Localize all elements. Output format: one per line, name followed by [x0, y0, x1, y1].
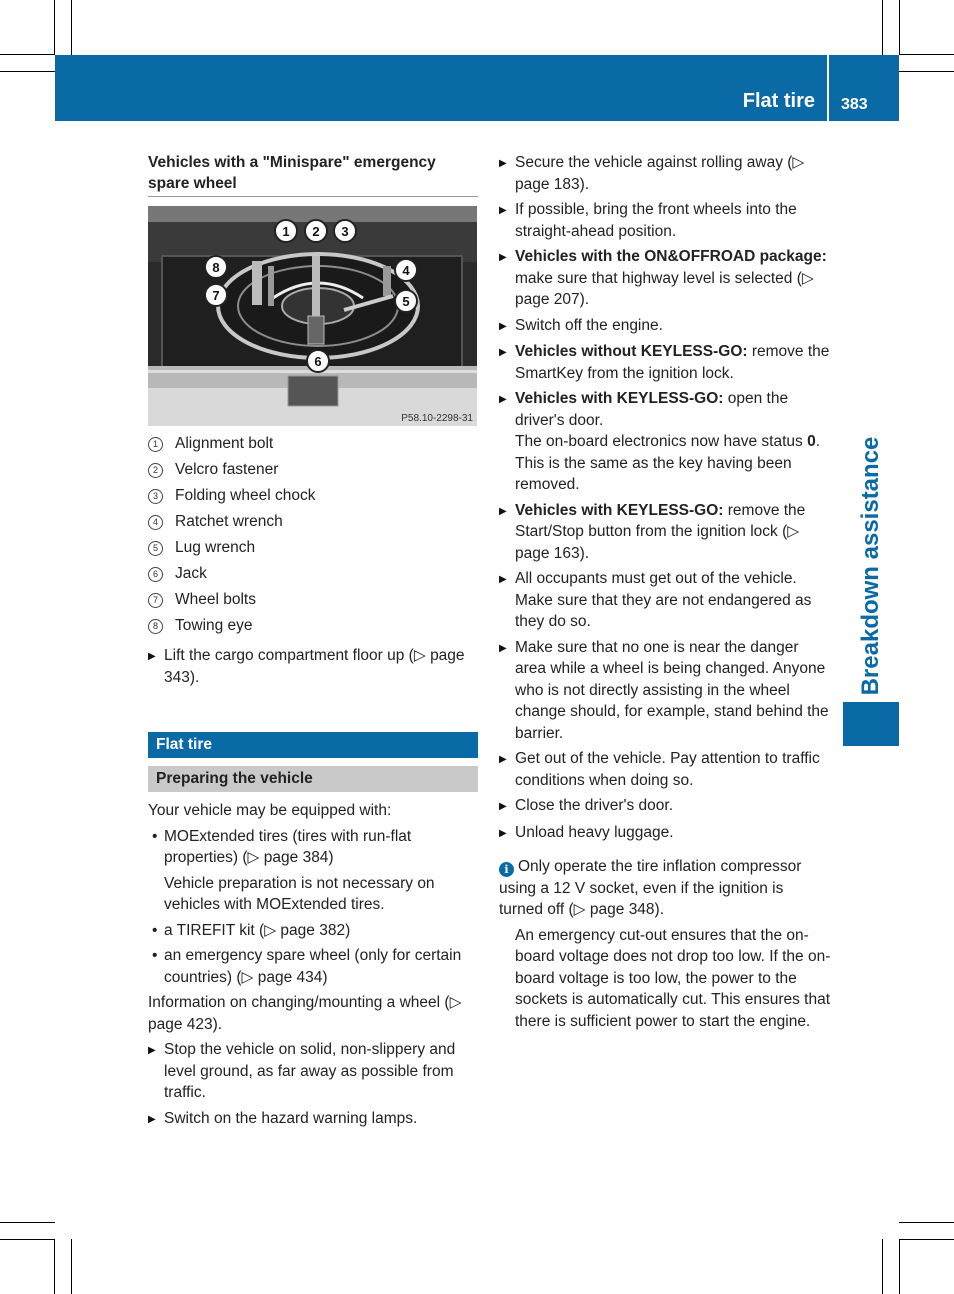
- step-condition: Vehicles without KEYLESS-GO:: [515, 343, 748, 360]
- legend-item: [148, 587, 478, 613]
- legend-item: [148, 509, 478, 535]
- step-text: Secure the vehicle against rolling away (▷ page 183).: [515, 154, 805, 193]
- legend-item: [148, 613, 478, 639]
- instruction-step: [148, 1039, 478, 1104]
- header-bar: [55, 55, 899, 121]
- step-condition: Vehicles with KEYLESS-GO:: [515, 501, 724, 519]
- figure-code: P58.10-2298-31: [401, 413, 473, 424]
- instruction-step: [148, 1108, 478, 1131]
- crop-mark: [899, 1239, 900, 1294]
- callout-8: 8: [212, 260, 220, 275]
- instruction-step: [499, 500, 831, 565]
- page-number: 383: [841, 96, 868, 113]
- step-text: Unload heavy luggage.: [515, 823, 674, 841]
- legend-label: Velcro fastener: [175, 461, 279, 479]
- equipped-intro: Your vehicle may be equipped with:: [148, 802, 392, 819]
- status-note-end: . This is the same as the key having been removed.: [515, 433, 821, 493]
- spare-wheel-illustration: [148, 206, 477, 426]
- legend-label: Jack: [175, 565, 207, 583]
- crop-mark: [54, 1239, 55, 1294]
- crop-mark: [54, 0, 55, 55]
- step-arrow-icon: ▶: [499, 320, 507, 332]
- info-icon: i: [499, 862, 514, 877]
- crop-mark: [899, 71, 954, 72]
- step-text: Close the driver's door.: [515, 797, 674, 814]
- bullet-text: a TIREFIT kit (▷ page 382): [164, 921, 351, 939]
- step-condition: Vehicles with the ON&OFFROAD package:: [515, 248, 827, 265]
- step-text: remove the Start/Stop button from the ignition lock (▷ page 163).: [515, 501, 806, 562]
- instruction-step: [499, 822, 831, 845]
- status-value: 0: [807, 433, 816, 450]
- callout-1: 1: [282, 224, 290, 239]
- status-note: The on-board electronics now have status: [515, 433, 808, 450]
- step-arrow-icon: ▶: [499, 574, 507, 585]
- legend-item: [148, 457, 478, 483]
- subsection-heading: Preparing the vehicle: [148, 766, 478, 792]
- crop-mark: [0, 1239, 55, 1240]
- step-text: Stop the vehicle on solid, non-slippery and level ground, as far away as possible from traffic.: [164, 1041, 456, 1101]
- side-section-label: Breakdown assistance: [857, 436, 884, 696]
- step-text: Switch on the hazard warning lamps.: [164, 1109, 418, 1127]
- info-note: [499, 856, 831, 921]
- spare-wheel-figure: [148, 206, 477, 426]
- step-text: Make sure that no one is near the danger area while a wheel is being changed. Anyone who is not directly assisting in the wheel change should, for example, stand behind the barrier.: [515, 638, 829, 742]
- crop-mark: [899, 0, 900, 55]
- instruction-step: [499, 795, 831, 818]
- legend-label: Ratchet wrench: [175, 513, 283, 531]
- legend-number: 3: [148, 489, 163, 504]
- legend-label: Towing eye: [175, 617, 253, 635]
- step-text: open the driver's door.: [515, 390, 789, 429]
- step-text: Switch off the engine.: [515, 316, 663, 334]
- step-arrow-icon: ▶: [499, 505, 507, 517]
- step-text: Get out of the vehicle. Pay attention to traffic conditions when doing so.: [515, 750, 820, 789]
- crop-mark: [899, 54, 954, 55]
- step-text: If possible, bring the front wheels into the straight-ahead position.: [515, 201, 797, 240]
- bullet-item: • a TIREFIT kit (▷ page 382): [152, 920, 478, 942]
- step-arrow-icon: ▶: [499, 801, 507, 812]
- step-arrow-icon: ▶: [499, 642, 507, 654]
- bullet-text: an emergency spare wheel (only for certain countries) (▷ page 434): [164, 947, 462, 986]
- legend-number: 1: [148, 437, 163, 452]
- crop-mark: [0, 1222, 55, 1223]
- legend-number: 2: [148, 463, 163, 478]
- step-arrow-icon: ▶: [499, 754, 507, 765]
- instruction-step: [499, 568, 831, 633]
- crop-mark: [882, 0, 883, 55]
- step-text: remove the SmartKey from the ignition lock.: [515, 343, 830, 382]
- step-arrow-icon: ▶: [499, 205, 507, 216]
- legend-number: 5: [148, 541, 163, 556]
- crop-mark: [71, 0, 72, 55]
- step-text: All occupants must get out of the vehicle. Make sure that they are not endangered as they do so.: [515, 570, 812, 630]
- section-heading-flat-tire: Flat tire: [148, 732, 478, 758]
- step-arrow-icon: ▶: [499, 827, 507, 839]
- legend-number: 7: [148, 593, 163, 608]
- step-arrow-icon: ▶: [499, 158, 507, 169]
- callout-7: 7: [212, 288, 220, 303]
- legend-label: Alignment bolt: [175, 435, 274, 453]
- instruction-step: [499, 637, 831, 745]
- callout-2: 2: [312, 224, 320, 239]
- info-note-text: Only operate the tire inflation compressor using a 12 V socket, even if the ignition is turned off (▷ page 348).: [499, 858, 802, 918]
- instruction-step: [499, 388, 831, 496]
- step-arrow-icon: ▶: [148, 1113, 156, 1125]
- right-column: [499, 152, 831, 1036]
- legend-item: [148, 431, 478, 457]
- legend-item: [148, 483, 478, 509]
- step-condition: Vehicles with KEYLESS-GO:: [515, 390, 724, 407]
- legend-label: Lug wrench: [175, 539, 256, 557]
- legend-number: 4: [148, 515, 163, 530]
- step-text: Lift the cargo compartment floor up (▷ page 343).: [164, 647, 465, 686]
- crop-mark: [899, 1239, 954, 1240]
- left-column: [148, 152, 478, 1134]
- instruction-step: [148, 645, 478, 688]
- crop-mark: [0, 54, 55, 55]
- legend-item: [148, 561, 478, 587]
- info-changing: Information on changing/mounting a wheel (▷ page 423).: [148, 994, 462, 1033]
- header-divider: [827, 55, 829, 121]
- bullet-item: • MOExtended tires (tires with run-flat properties) (▷ page 384): [152, 826, 478, 869]
- instruction-step: [499, 748, 831, 791]
- bullet-text: MOExtended tires (tires with run-flat properties) (▷ page 384): [164, 827, 412, 866]
- legend-number: 8: [148, 619, 163, 634]
- instruction-step: [499, 152, 831, 195]
- chapter-title: Flat tire: [742, 90, 815, 112]
- instruction-step: [499, 199, 831, 242]
- crop-mark: [899, 1222, 954, 1223]
- legend-number: 6: [148, 567, 163, 582]
- callout-3: 3: [341, 224, 349, 239]
- crop-mark: [71, 1239, 72, 1294]
- callout-6: 6: [314, 354, 322, 369]
- step-arrow-icon: ▶: [499, 252, 507, 263]
- step-arrow-icon: ▶: [499, 394, 507, 405]
- instruction-step: [499, 341, 831, 384]
- instruction-step: [499, 315, 831, 338]
- step-arrow-icon: ▶: [148, 651, 156, 662]
- step-arrow-icon: ▶: [148, 1045, 156, 1056]
- side-tab: [843, 702, 899, 746]
- info-note-2: An emergency cut-out ensures that the on-board voltage does not drop too low. If the on-board voltage is too low, the power to the sockets is automatically cut. This ensures that there is sufficient power to start the engine.: [515, 926, 831, 1030]
- callout-5: 5: [402, 294, 410, 309]
- legend-item: [148, 535, 478, 561]
- step-arrow-icon: ▶: [499, 347, 507, 358]
- instruction-step: [499, 246, 831, 311]
- bullet-item: • an emergency spare wheel (only for certain countries) (▷ page 434): [152, 945, 478, 988]
- legend-list: [148, 431, 478, 639]
- step-text: make sure that highway level is selected (▷ page 207).: [515, 269, 814, 308]
- section-title: Vehicles with a "Minispare" emergency spare wheel: [148, 152, 478, 197]
- legend-label: Folding wheel chock: [175, 487, 316, 505]
- legend-label: Wheel bolts: [175, 591, 256, 609]
- crop-mark: [882, 1239, 883, 1294]
- crop-mark: [0, 71, 55, 72]
- moextended-note: Vehicle preparation is not necessary on vehicles with MOExtended tires.: [164, 874, 435, 913]
- callout-4: 4: [402, 263, 410, 278]
